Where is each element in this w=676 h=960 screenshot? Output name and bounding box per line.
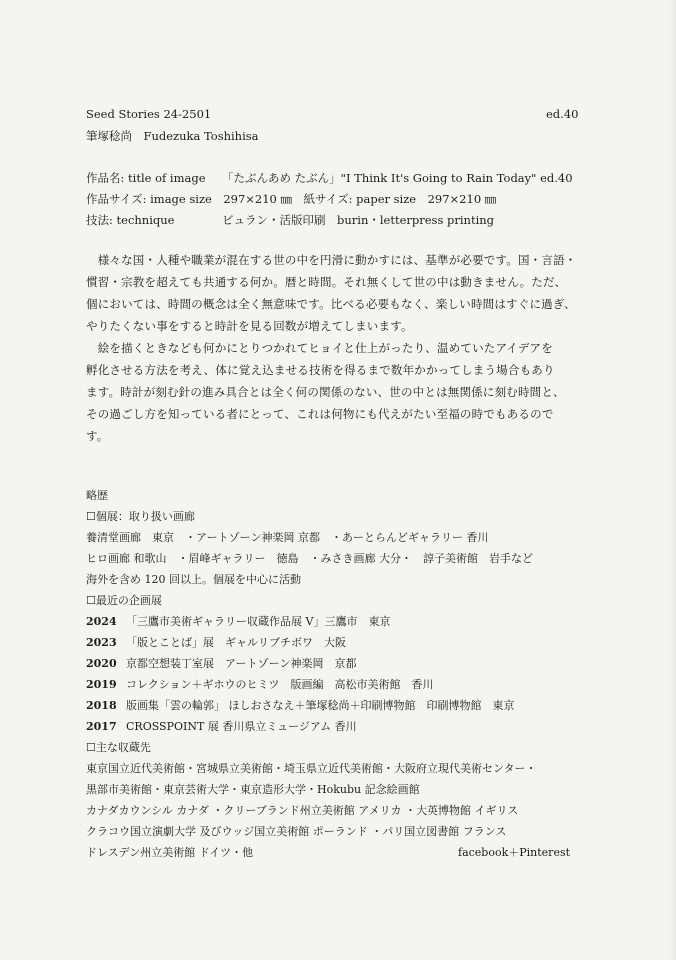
solo-line: ヒロ画廊 和歌山 ・眉峰ギャラリー 徳島 ・みさき画廊 大分・ 諄子美術館 岩手など [86,552,533,565]
exhibition-row [86,697,515,713]
artist-name: 筆塚稔尚 Fudezuka Toshihisa [86,129,259,143]
social-links-note: facebook＋Pinterest [458,846,571,859]
exhibition-year: 2018 [86,699,117,712]
essay-line: 孵化させる方法を考え、体に覚え込ませる技術を得るまで数年かかってしまう場合もあり [86,363,555,377]
collection-line: ドレスデン州立美術館 ドイツ・他 [86,846,254,859]
exhibition-row [86,613,390,629]
technique-value: ビュラン・活版印刷 burin・letterpress printing [222,213,495,227]
collection-line: 東京国立近代美術館・宮城県立美術館・埼玉県立近代美術館・大阪府立現代美術センター・ [86,762,537,775]
exhibition-year: 2019 [86,678,117,691]
collection-line: クラコウ国立演劇大学 及びウッジ国立美術館 ポーランド ・パリ国立図書館 フランス [86,825,507,838]
solo-heading: ☐個展：取り扱い画廊 [86,510,195,523]
essay-line: やりたくない事をすると時計を見る回数が増えてしまいます。 [86,319,413,333]
solo-line: 海外を含め 120 回以上。個展を中心に活動 [86,573,301,586]
exhibition-year: 2020 [86,657,117,670]
title-label: 作品名: title of image [86,171,206,185]
essay-line: 様々な国・人種や職業が混在する世の中を円滑に動かすには、基準が必要です。国・言語・ [86,253,577,267]
essay-line: す。 [86,429,109,443]
series-id: Seed Stories 24-2501 [86,107,212,121]
exhibition-row [86,634,346,650]
exhibition-text: コレクション＋ギホウのヒミツ 版画編 高松市美術館 香川 [126,678,434,691]
solo-line: 養清堂画廊 東京 ・アートゾーン神楽岡 京都 ・あーとらんどギャラリー 香川 [86,531,489,544]
exhibition-row [86,718,357,734]
exhibition-year: 2023 [86,636,117,649]
exhibitions-heading: ☐最近の企画展 [86,594,162,607]
exhibition-text: CROSSPOINT 展 香川県立ミュージアム 香川 [126,720,357,733]
exhibition-row [86,676,434,692]
technique-label: 技法: technique [86,213,175,227]
essay-line: その過ごし方を知っている者にとって、これは何物にも代えがたい至福の時でもあるので [86,407,554,421]
exhibition-text: 「版とことば」展 ギャルリブチボワ 大阪 [126,636,346,649]
exhibition-year: 2024 [86,615,117,628]
collection-line: 黒部市美術館・東京芸術大学・東京造形大学・Hokubu 記念絵画館 [86,783,420,796]
exhibition-row [86,655,356,671]
exhibition-text: 京都空想装丁室展 アートゾーン神楽岡 京都 [126,657,357,670]
exhibition-year: 2017 [86,720,117,733]
collection-line: カナダカウンシル カナダ ・クリーブランド州立美術館 アメリカ ・大英博物館 イギリス [86,804,519,817]
title-value: 「たぶんあめ たぶん」"I Think It's Going to Rain Today" ed.40 [222,171,573,185]
page-edge-shadow [670,0,676,960]
edition-number: ed.40 [546,107,579,121]
collections-heading: ☐主な収蔵先 [86,741,151,754]
exhibition-text: 版画集「雲の輪郭」 ほしおさなえ＋筆塚稔尚＋印刷博物館 印刷博物館 東京 [126,699,515,712]
essay-line: 慣習・宗教を超えても共通する何か。暦と時間。それ無くして世の中は動きません。ただ、 [86,275,567,289]
essay-line: ます。時計が刻む針の進み具合とは全く何の関係のない、世の中とは無関係に刻む時間と、 [86,385,565,399]
essay-line: 個においては、時間の概念は全く無意味です。比べる必要もなく、楽しい時間はすぐに過ぎ、 [86,297,576,311]
size-line: 作品サイズ: image size 297×210 ㎜ 紙サイズ: paper size 297×210 ㎜ [86,192,497,206]
essay-line: 絵を描くときなども何かにとりつかれてヒョイと仕上がったり、温めていたアイデアを [86,341,553,355]
exhibition-text: 「三鷹市美術ギャラリー収蔵作品展 V」三鷹市 東京 [126,615,391,628]
history-heading: 略歴 [86,489,108,502]
